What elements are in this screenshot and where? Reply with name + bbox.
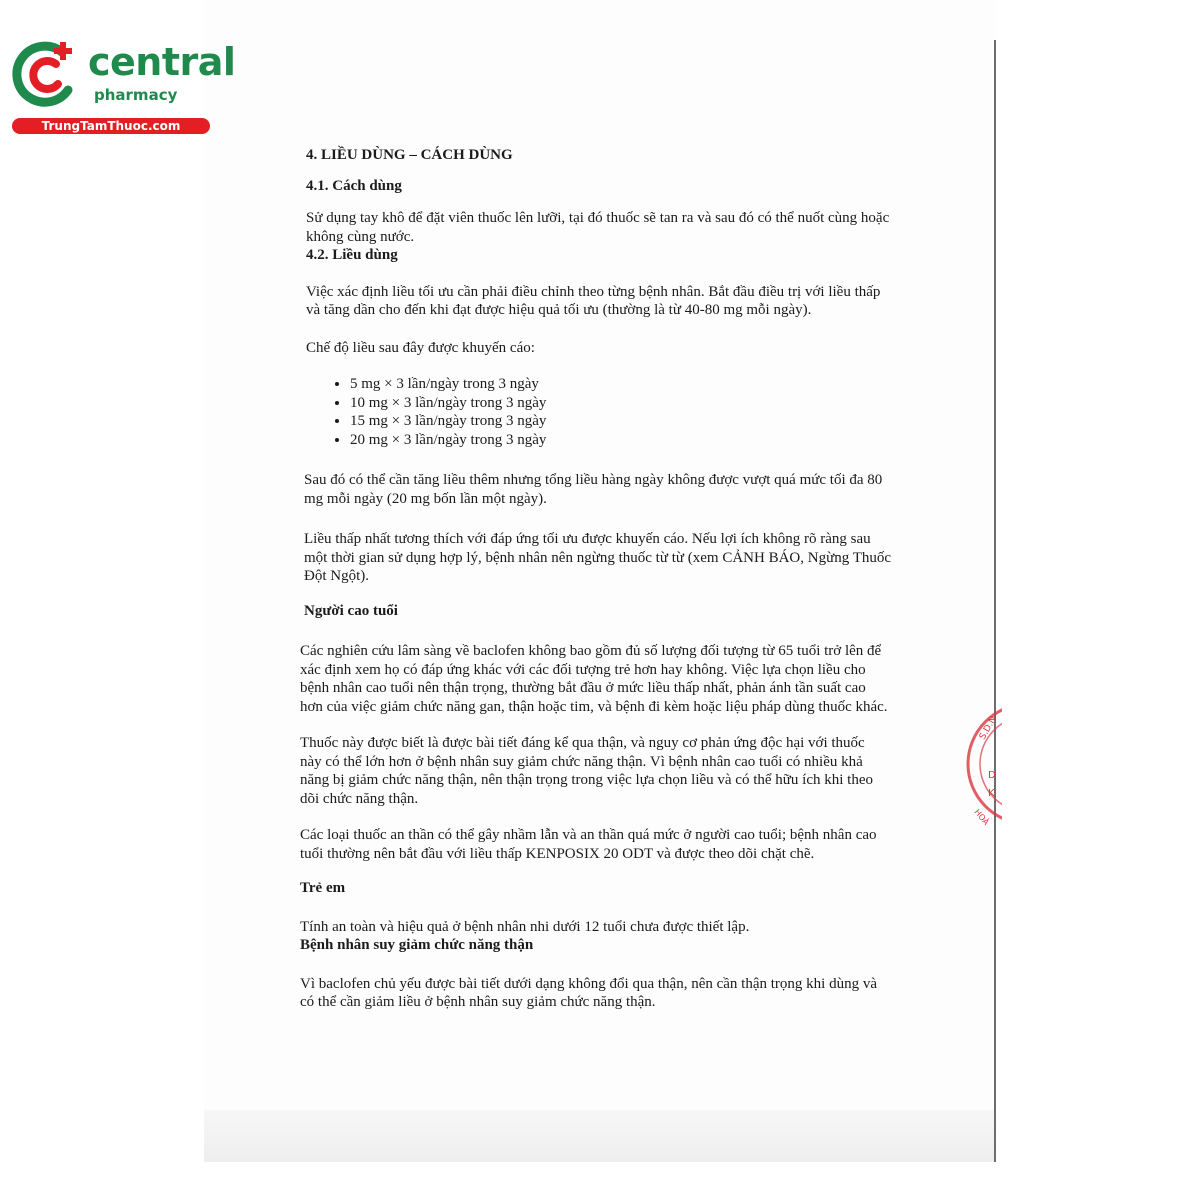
kidney-text-line: Thuốc này được biết là được bài tiết đáng kể qua thận, và nguy cơ phản ứng độc hại với thuốc [300,735,865,751]
central-logo-icon [10,38,82,110]
regimen-item: • 15 mg × 3 lần/ngày trong 3 ngày [350,412,940,431]
scan-bottom-shade [204,1110,996,1162]
regimen-intro: Chế độ liều sau đây được khuyến cáo: [306,339,535,356]
lowest-dose-line: Liều thấp nhất tương thích với đáp ứng tối ưu được khuyến cáo. Nếu lợi ích không rõ ràng sau [304,531,871,547]
document-body [300,146,940,1012]
regimen-item: • 10 mg × 3 lần/ngày trong 3 ngày [350,394,940,413]
usage-heading: 4.1. Cách dùng [306,177,402,194]
kidney-text-line: này có thể lớn hơn ở bệnh nhân suy giảm chức năng thận. Vì bệnh nhân cao tuổi có nhiều khả [300,753,863,770]
lowest-dose-line: một thời gian sử dụng hợp lý, bệnh nhân nên ngừng thuốc từ từ (xem CẢNH BÁO, Ngừng Thuốc [304,549,892,566]
sedative-text-line: tuổi thường nên bắt đầu với liều thấp KENPOSIX 20 ODT và được theo dõi chặt chẽ. [300,845,815,862]
regimen-item: • 20 mg × 3 lần/ngày trong 3 ngày [350,431,940,450]
child-heading: Trẻ em [300,880,346,896]
logo-site-bar: TrungTamThuoc.com [12,118,210,134]
dose-heading: 4.2. Liều dùng [306,247,398,263]
svg-text:D: D [988,770,996,781]
renal-heading: Bệnh nhân suy giảm chức năng thận [300,937,534,953]
renal-text-line: Vì baclofen chủ yếu được bài tiết dưới dạng không đổi qua thận, nên cần thận trọng khi dùng và [300,975,877,992]
kidney-text-line: năng bị giảm chức năng thận, nên thận trọng trong việc lựa chọn liều và có thể hữu ích khi theo [300,772,873,788]
svg-text:HOÀ: HOÀ [972,807,991,827]
regimen-item: • 5 mg × 3 lần/ngày trong 3 ngày [350,375,940,394]
usage-text-line: Sử dụng tay khô để đặt viên thuốc lên lưỡi, tại đó thuốc sẽ tan ra và sau đó có thể nuốt cùng hoặc [306,210,890,226]
after-text-line: Sau đó có thể cần tăng liều thêm nhưng tổng liều hàng ngày không được vượt quá mức tối đa 80 [304,472,883,488]
sedative-text-line: Các loại thuốc an thần có thể gây nhầm lẫn và an thần quá mức ở người cao tuổi; bệnh nhân cao [300,827,877,843]
logo-brand-sub: pharmacy [94,86,178,104]
elderly-text-line: xác định xem họ có đáp ứng khác với các đối tượng trẻ hơn hay không. Việc lựa chọn liều cho [300,661,866,678]
kidney-text-line: dõi chức năng thận. [300,790,419,807]
central-pharmacy-logo[interactable] [10,36,236,136]
child-text: Tính an toàn và hiệu quả ở bệnh nhân nhi dưới 12 tuổi chưa được thiết lập. [300,918,750,935]
section-title: 4. LIỀU DÙNG – CÁCH DÙNG [306,147,513,163]
elderly-text-line: bệnh nhân cao tuổi nên thận trọng, thường bắt đầu ở mức liều thấp nhất, phản ánh tần suất cao [300,680,866,696]
after-text-line: mg mỗi ngày (20 mg bốn lần một ngày). [304,490,547,507]
svg-text:S.D.N: S.D.N [977,714,1000,742]
elderly-heading: Người cao tuổi [304,602,398,619]
svg-text:K: K [988,788,995,799]
elderly-text-line: hơn của việc giảm chức năng gan, thận hoặc tim, và bệnh đi kèm hoặc liệu pháp dùng thuốc khác. [300,698,888,715]
red-seal-stamp [962,700,1002,840]
lowest-dose-line: Đột Ngột). [304,568,369,584]
dose-text-line: và tăng dần cho đến khi đạt được hiệu quả tối ưu (thường là từ 40-80 mg mỗi ngày). [306,302,812,318]
dose-text-line: Việc xác định liều tối ưu cần phải điều chỉnh theo từng bệnh nhân. Bắt đầu điều trị với liều thấp [306,283,881,300]
elderly-text-line: Các nghiên cứu lâm sàng về baclofen không bao gồm đủ số lượng đối tượng từ 65 tuổi trở lên để [300,643,882,659]
logo-brand-name: central [88,40,236,84]
scan-right-edge [994,40,996,1162]
regimen-list [300,375,940,449]
usage-text-line: không cùng nước. [306,228,415,245]
renal-text-line: có thể cần giảm liều ở bệnh nhân suy giảm chức năng thận. [300,994,656,1010]
